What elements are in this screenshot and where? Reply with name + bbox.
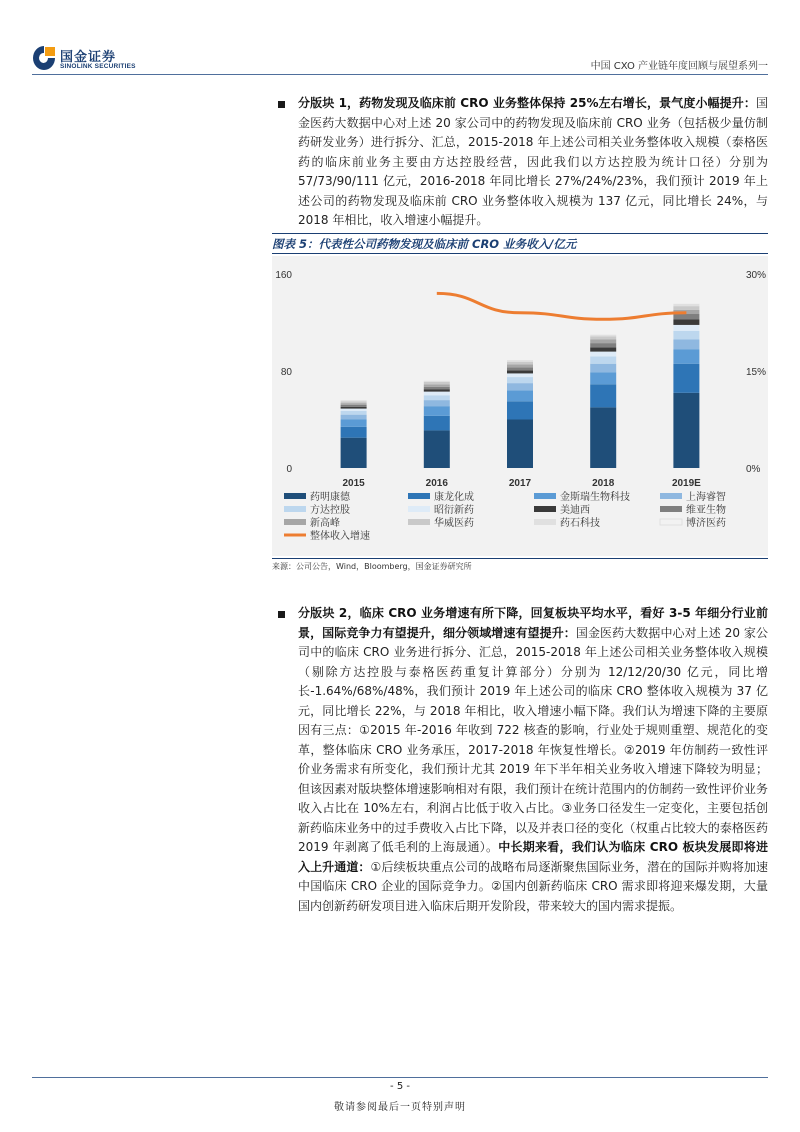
bar-segment [590, 335, 616, 337]
bar-segment [673, 325, 699, 331]
legend-label: 整体收入增速 [310, 531, 370, 542]
bar-segment [341, 405, 367, 407]
bar-segment [341, 400, 367, 401]
bar-segment [673, 306, 699, 310]
bar-segment [507, 362, 533, 364]
growth-line [437, 293, 687, 319]
bar-segment [424, 382, 450, 384]
bar-segment [590, 347, 616, 351]
bar-segment [507, 383, 533, 390]
bar-segment [424, 395, 450, 400]
y-right-tick-label: 0% [746, 464, 761, 475]
legend-label: 药明康德 [310, 492, 350, 503]
bar-segment [424, 387, 450, 389]
bar-segment [590, 407, 616, 468]
bar-segment [507, 367, 533, 370]
bar-segment [341, 409, 367, 411]
section2-paragraph [298, 604, 768, 916]
y-right-tick-label: 15% [746, 367, 767, 378]
report-series-title: 中国 CXO 产业链年度回顾与展望系列一 [590, 61, 768, 72]
bar-segment [507, 401, 533, 419]
bar-segment [673, 349, 699, 364]
bar-segment [424, 381, 450, 382]
bar-segment [341, 407, 367, 409]
page-header [0, 0, 800, 80]
figure-top-rule [272, 233, 768, 234]
bar-segment [590, 364, 616, 372]
figure-source: 来源：公司公告，Wind，Bloomberg，国金证券研究所 [272, 562, 472, 571]
bar-segment [507, 359, 533, 360]
bar-segment [424, 384, 450, 386]
legend-label: 新高峰 [310, 518, 340, 529]
legend-swatch [534, 493, 556, 499]
legend-swatch [284, 506, 306, 512]
legend-label: 药石科技 [560, 518, 600, 529]
company-logo [32, 45, 152, 75]
bar-segment [341, 401, 367, 403]
legend-swatch [284, 493, 306, 499]
bar-segment [507, 390, 533, 401]
bar-segment [341, 403, 367, 405]
bar-segment [673, 364, 699, 393]
bar-segment [424, 389, 450, 391]
y-left-tick-label: 0 [286, 464, 292, 475]
bar-segment [424, 416, 450, 431]
header-divider [32, 74, 768, 75]
bar-segment [507, 373, 533, 377]
legend-label: 华威医药 [434, 518, 474, 529]
legend-label: 康龙化成 [434, 492, 474, 503]
stacked-bar-chart [272, 256, 768, 556]
bar-segment [341, 399, 367, 400]
bar-segment [507, 377, 533, 383]
bar-segment [590, 372, 616, 384]
bar-segment [590, 333, 616, 334]
x-tick-label: 2017 [508, 478, 532, 489]
bar-segment [590, 343, 616, 347]
y-left-tick-label: 160 [275, 270, 292, 281]
bar-segment [424, 379, 450, 380]
bar-segment [341, 415, 367, 420]
bar-segment [341, 420, 367, 427]
x-tick-label: 2015 [342, 478, 365, 489]
y-left-tick-label: 80 [280, 367, 292, 378]
bar-segment [590, 384, 616, 407]
legend-swatch [660, 519, 682, 525]
x-tick-label: 2016 [425, 478, 448, 489]
section1-body: 国金医药大数据中心对上述 20 家公司中的药物发现及临床前 CRO 业务（包括极少量仿制药研发业务）进行拆分、汇总，2015-2018 年上述公司相关业务整体收入规模（泰格医药的临床前业务主要由方达控股经营，因此我们以方达控股为统计口径）分别为 57/73/90/111 亿元，2016-2018 年同比增长 27%/24%/23%，我们预计 2019 年上述公司的药物发现及临床前 CRO 业务整体收入规模为 137 亿元，同比增长 24%，与 2018 年相比，收入增速小幅提升。 [298, 96, 768, 227]
legend-swatch [534, 519, 556, 525]
legend-swatch [534, 506, 556, 512]
logo-english-text: SINOLINK SECURITIES [60, 63, 136, 70]
bar-segment [341, 427, 367, 438]
section1-lead: 分版块 1，药物发现及临床前 CRO 业务整体保持 25%左右增长，景气度小幅提升： [298, 96, 756, 110]
bullet-square-icon [278, 611, 285, 618]
x-tick-label: 2019E [671, 478, 701, 489]
bar-segment [590, 339, 616, 343]
bar-segment [424, 400, 450, 406]
legend-label: 昭衍新药 [434, 505, 474, 516]
legend-label: 方达控股 [310, 505, 350, 516]
bar-segment [507, 364, 533, 367]
page-number: - 5 - [390, 1081, 410, 1092]
bar-segment [424, 430, 450, 468]
legend-swatch [408, 519, 430, 525]
bar-segment [673, 304, 699, 306]
figure-title-rule [272, 253, 768, 254]
bar-segment [673, 331, 699, 339]
section1-paragraph [298, 94, 768, 231]
legend-swatch [284, 519, 306, 525]
figure-bottom-rule [272, 558, 768, 559]
bar-segment [424, 392, 450, 396]
legend-label: 博济医药 [686, 518, 726, 529]
legend-swatch [660, 506, 682, 512]
bar-segment [507, 370, 533, 373]
bar-segment [673, 314, 699, 319]
bar-segment [673, 302, 699, 304]
bar-segment [590, 356, 616, 363]
bar-segment [673, 339, 699, 349]
footer-disclaimer: 敬请参阅最后一页特别声明 [334, 1102, 466, 1113]
logo-chinese-text: 国金证券 [60, 50, 117, 65]
x-tick-label: 2018 [592, 478, 615, 489]
section2-body1: 国金医药大数据中心对上述 20 家公司中的临床 CRO 业务进行拆分、汇总，2015-2018 年上述公司相关业务整体收入规模（剔除方达控股与泰格医药重复计算部分）分别为 12/12/20/30 亿元，同比增长-1.64%/68%/48%，我们预计 2019 年上述公司的临床 CRO 整体收入规模为 37 亿元，同比增长 22%，与 2018 年相比，收入增速小幅下降。我们认为增速下降的主要原因有三点：①2015 年-2016 年收到 722 核查的影响，行业处于规则重塑、规范化的变革，整体临床 CRO 业务承压，2017-2018 年恢复性增长。②2019 年仿制药一致性评价业务需求有所变化，我们预计尤其 2019 年下半年相关业务收入增速下降较为明显；但该因素对版块整体增速影响相对有限，我们预计在统计范围内的仿制药一致性评价业务收入占比在 10%左右，利润占比低于收入占比。③业务口径发生一定变化，主要包括创新药临床业务中的过手费收入占比下降，以及并表口径的变化（权重占比较大的泰格医药 2019 年剥离了低毛利的上海晟通）。 [298, 625, 768, 854]
bar-segment [424, 406, 450, 416]
sinolink-logo-icon [32, 45, 56, 71]
bar-segment [341, 438, 367, 468]
bar-segment [590, 352, 616, 357]
bar-segment [590, 336, 616, 339]
section2-body2: ①后续板块重点公司的战略布局逐渐聚焦国际业务，潜在的国际并购将加速中国临床 CRO 企业的国际竞争力。②国内创新药临床 CRO 需求即将迎来爆发期，大量国内创新药研发项目进入临床后期开发阶段，带来较大的国内需求提振。 [298, 859, 768, 913]
footer-divider [32, 1077, 768, 1078]
chart-container [272, 256, 768, 556]
bar-segment [673, 393, 699, 468]
legend-label: 上海睿智 [686, 492, 726, 503]
section2-lead2: 中长期来看，我们认为临床 CRO 板块发展即将进入上升通道： [298, 840, 769, 874]
legend-label: 金斯瑞生物科技 [560, 492, 630, 503]
bar-segment [673, 319, 699, 324]
bar-segment [507, 360, 533, 362]
legend-swatch [408, 493, 430, 499]
legend-swatch [660, 493, 682, 499]
figure-title: 图表 5：代表性公司药物发现及临床前 CRO 业务收入/亿元 [272, 237, 577, 251]
section2-lead: 分版块 2，临床 CRO 业务增速有所下降，回复板块平均水平，看好 3-5 年细分行业前景，国际竞争力有望提升，细分领域增速有望提升： [298, 606, 768, 640]
bar-segment [507, 420, 533, 469]
legend-label: 维亚生物 [686, 505, 726, 516]
y-right-tick-label: 30% [746, 270, 767, 281]
bullet-square-icon [278, 101, 285, 108]
legend-swatch [408, 506, 430, 512]
legend-label: 美迪西 [560, 505, 590, 516]
bar-segment [341, 411, 367, 415]
